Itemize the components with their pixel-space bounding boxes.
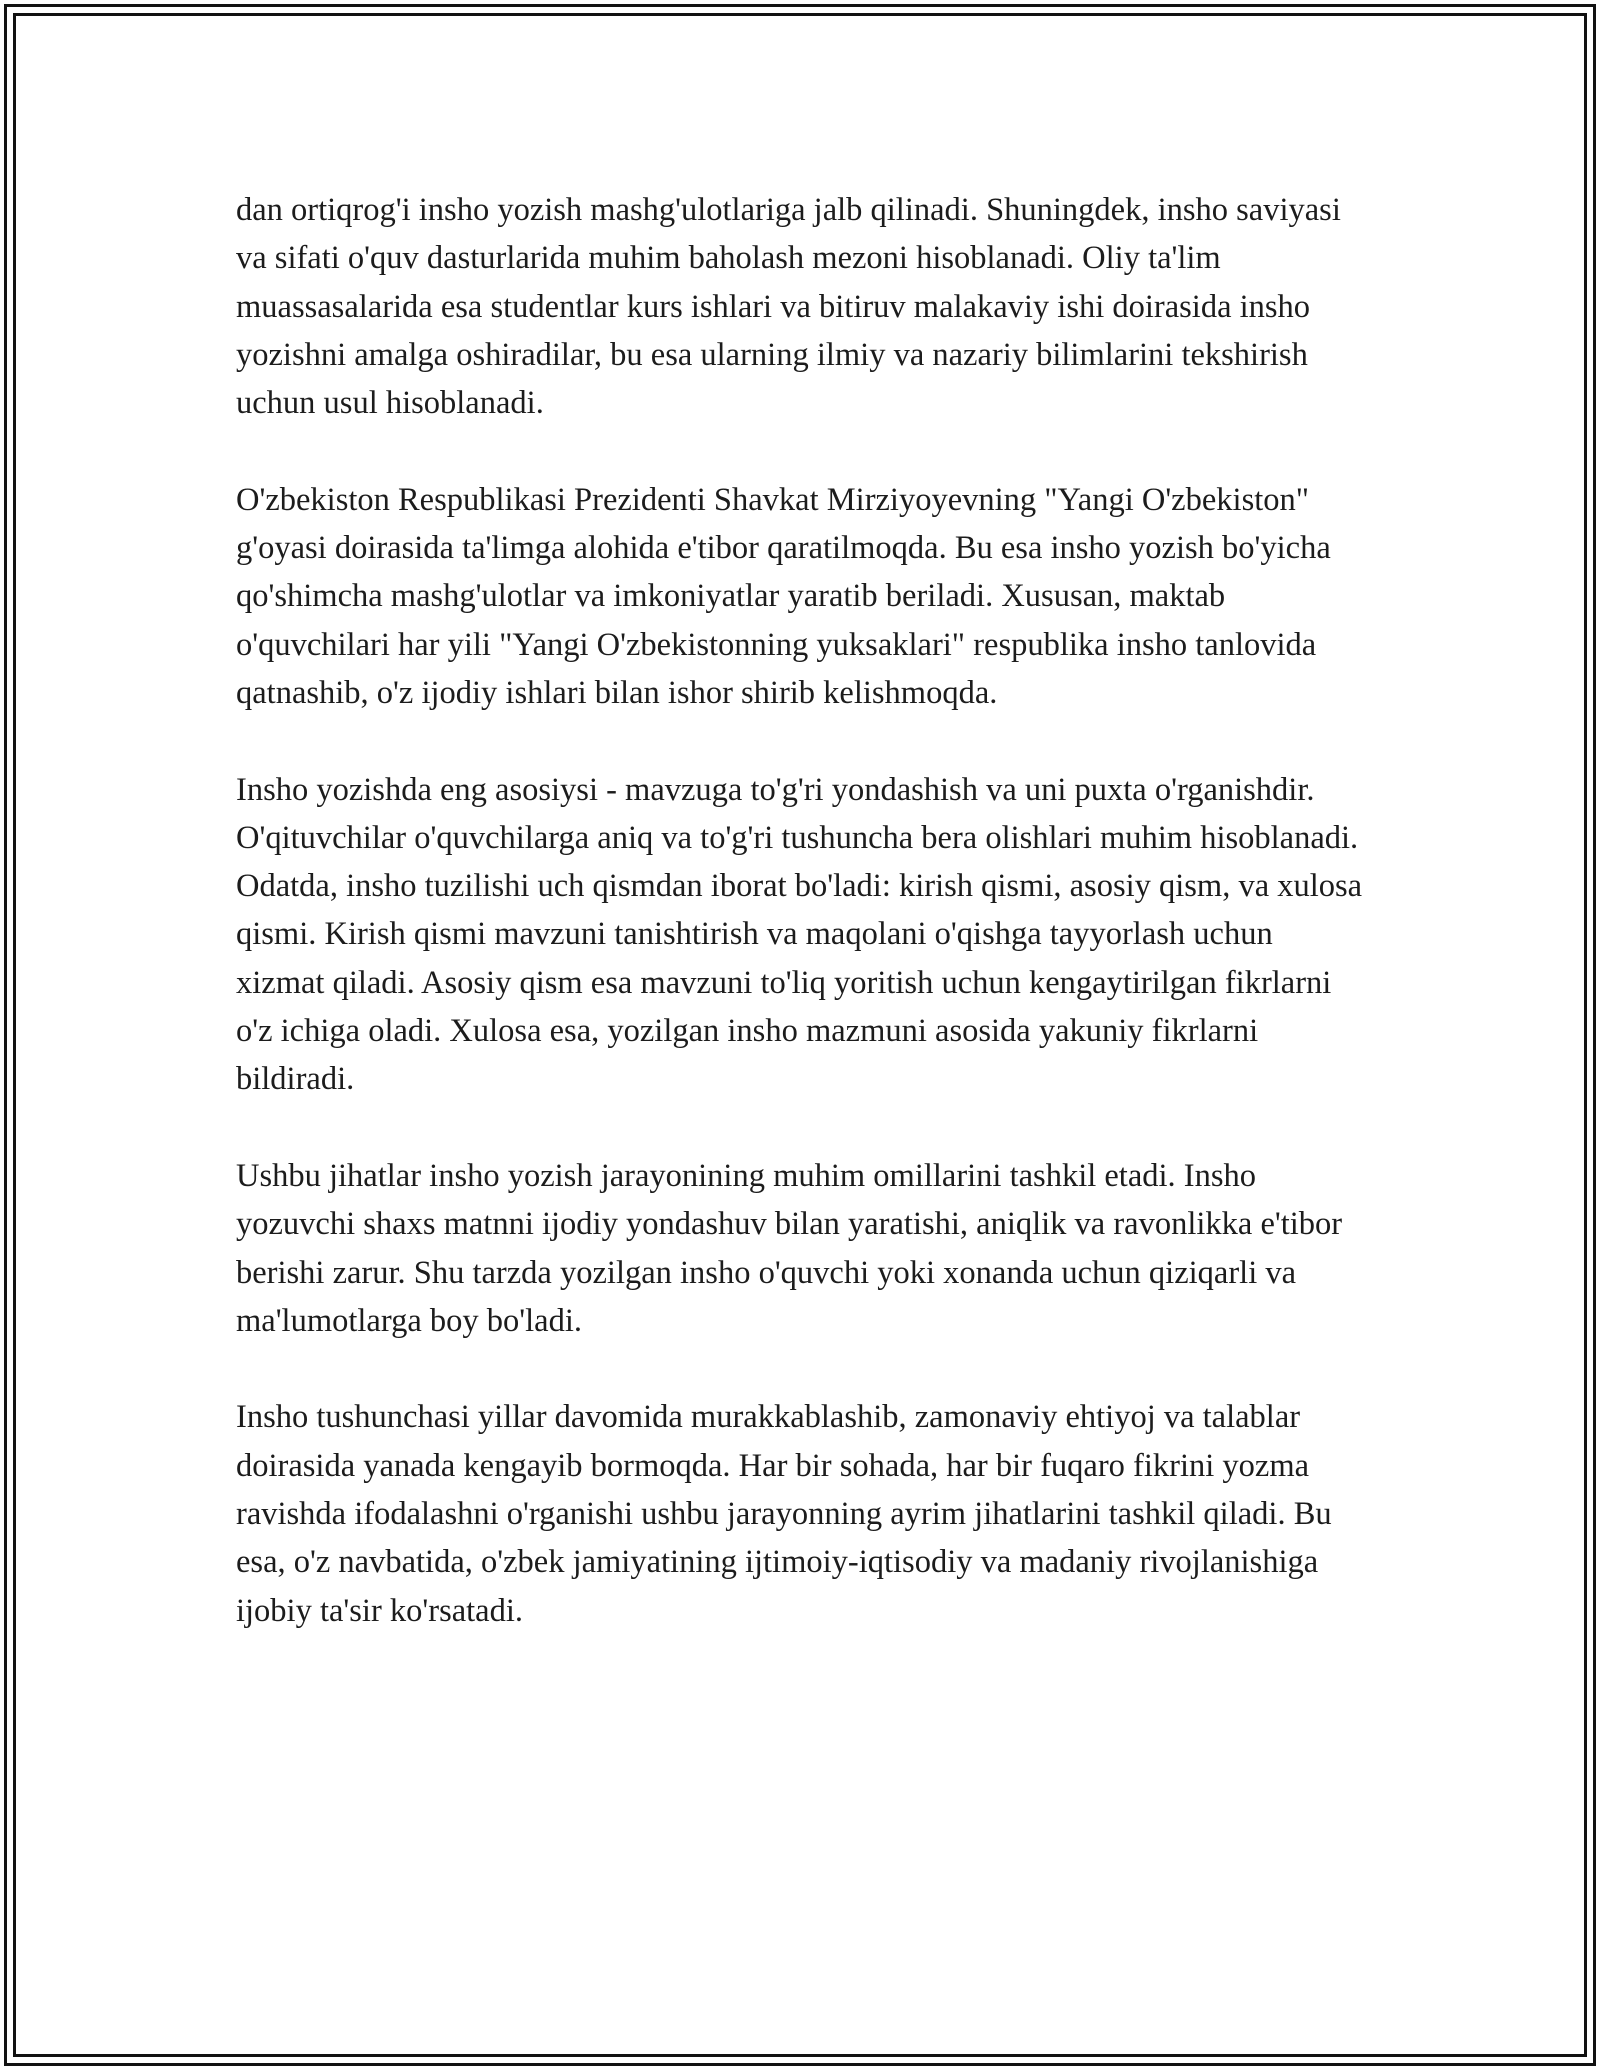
paragraph-4: Ushbu jihatlar insho yozish jarayonining muhim omillarini tashkil etadi. Insho yozuvchi shaxs matnni ijodiy yondashuv bilan yaratishi, aniqlik va ravonlikka e'tibor berishi zarur. Shu tarzda yozilgan insho o'quvchi yoki xonanda uchun qiziqarli va ma'lumotlarga boy bo'ladi. (236, 1157, 1343, 1339)
paragraph-1: dan ortiqrog'i insho yozish mashg'ulotlariga jalb qilinadi. Shuningdek, insho saviyasi va sifati o'quv dasturlarida muhim baholash mezoni hisoblanadi. Oliy ta'lim muassasalarida esa studentlar kurs ishlari va bitiruv malakaviy ishi doirasida insho yozishni amalga oshiradilar, bu esa ularning ilmiy va nazariy bilimlarini tekshirish uchun usul hisoblanadi. (236, 192, 1341, 422)
paragraph-2: O'zbekiston Respublikasi Prezidenti Shavkat Mirziyoyevning "Yangi O'zbekiston" g'oyasi doirasida ta'limga alohida e'tibor qaratilmoqda. Bu esa insho yozish bo'yicha qo'shimcha mashg'ulotlar va imkoniyatlar yaratib beriladi. Xususan, maktab o'quvchilari har yili "Yangi O'zbekistonning yuksaklari" respublika insho tanlovida qatnashib, o'z ijodiy ishlari bilan ishor shirib kelishmoqda. (236, 481, 1331, 711)
document-body (236, 186, 1366, 1635)
paragraph-3: Insho yozishda eng asosiysi - mavzuga to'g'ri yondashish va uni puxta o'rganishdir. O'qituvchilar o'quvchilarga aniq va to'g'ri tushuncha bera olishlari muhim hisoblanadi. Odatda, insho tuzilishi uch qismdan iborat bo'ladi: kirish qismi, asosiy qism, va xulosa qismi. Kirish qismi mavzuni tanishtirish va maqolani o'qishga tayyorlash uchun xizmat qiladi. Asosiy qism esa mavzuni to'liq yoritish uchun kengaytirilgan fikrlarni o'z ichiga oladi. Xulosa esa, yozilgan insho mazmuni asosida yakuniy fikrlarni bildiradi. (236, 771, 1363, 1098)
paragraph-5: Insho tushunchasi yillar davomida murakkablashib, zamonaviy ehtiyoj va talablar doirasida yanada kengayib bormoqda. Har bir sohada, har bir fuqaro fikrini yozma ravishda ifodalashni o'rganishi ushbu jarayonning ayrim jihatlarini tashkil qiladi. Bu esa, o'z navbatida, o'zbek jamiyatining ijtimoiy-iqtisodiy va madaniy rivojlanishiga ijobiy ta'sir ko'rsatadi. (236, 1399, 1332, 1629)
